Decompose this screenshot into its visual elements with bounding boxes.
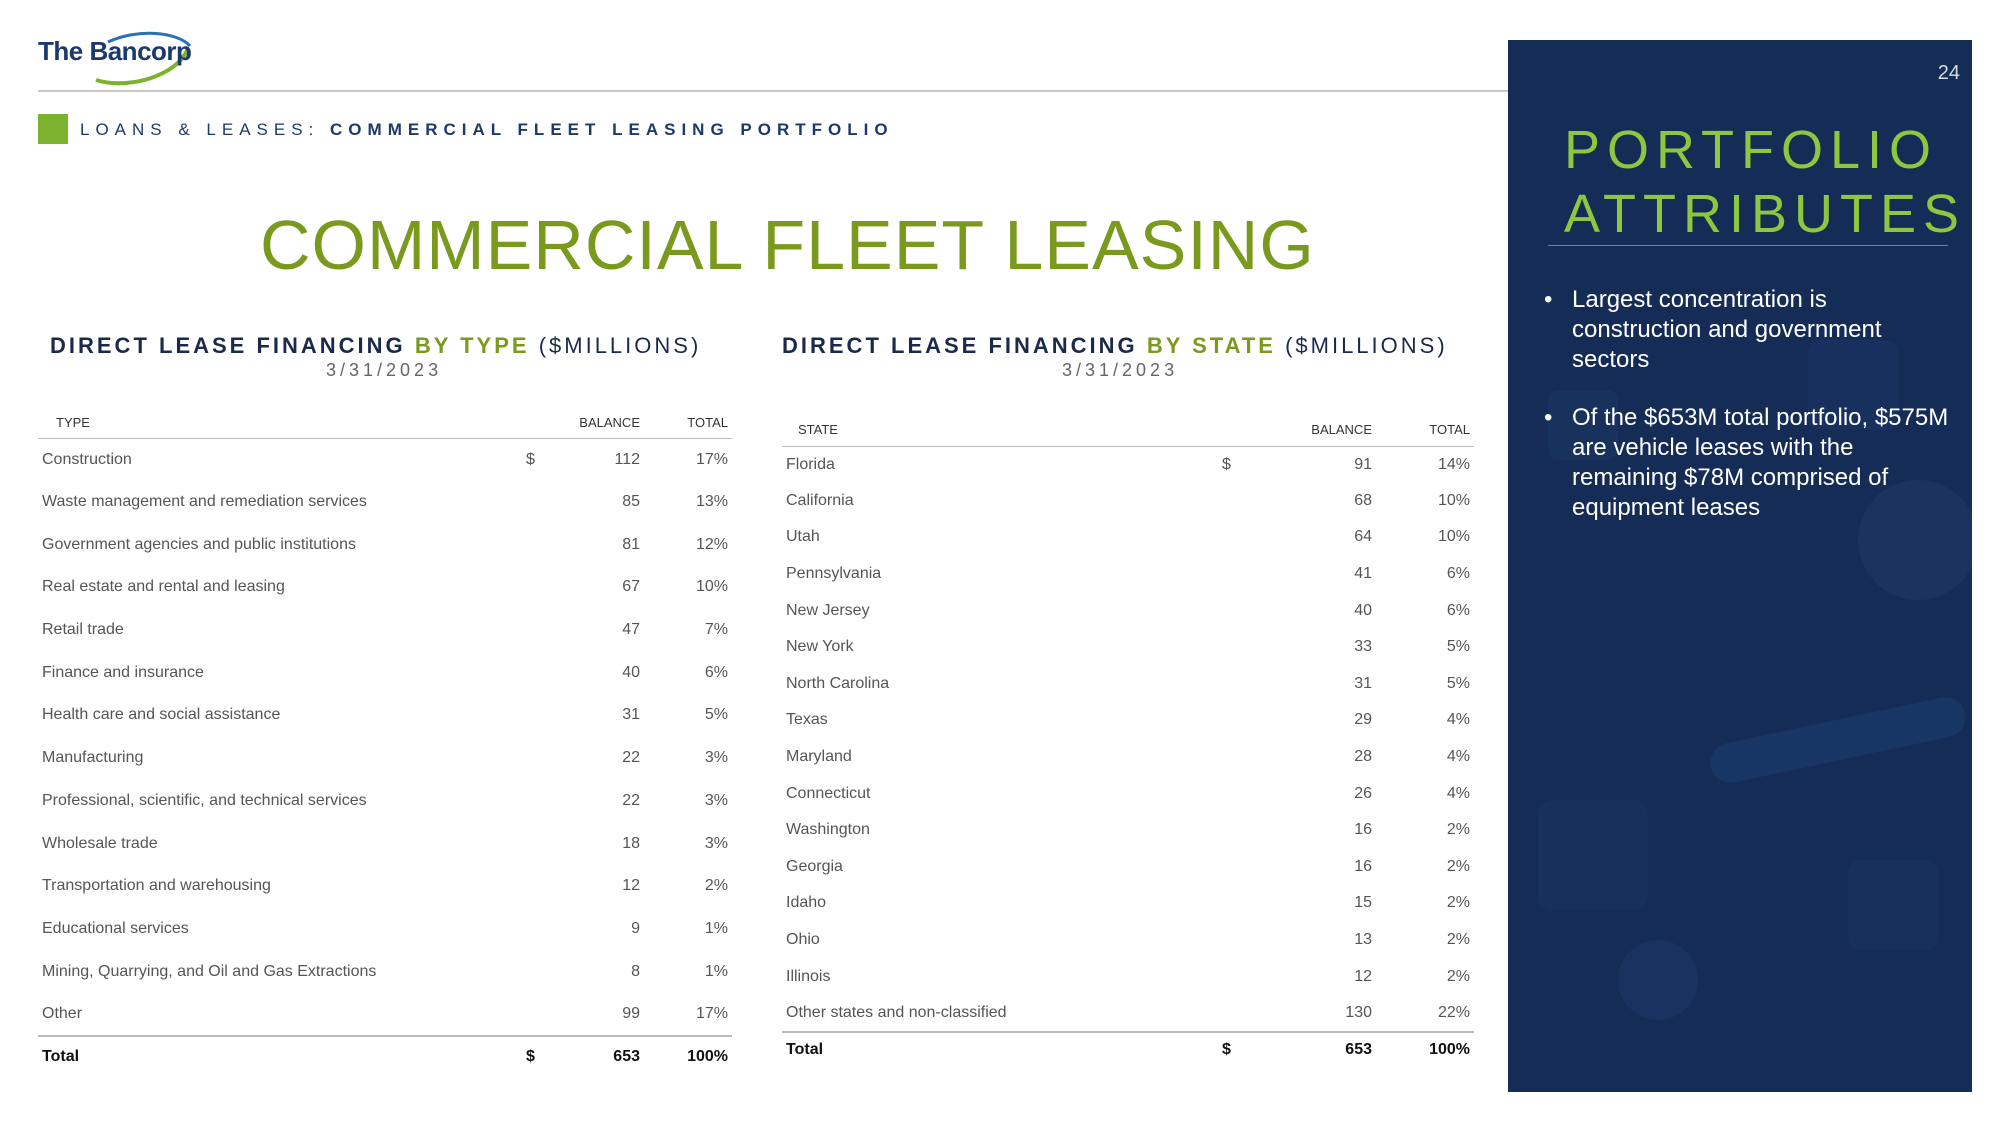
row-label: Washington — [786, 821, 870, 839]
row-total: 14% — [1437, 455, 1470, 473]
row-balance: 15 — [1354, 894, 1372, 912]
row-balance: 12 — [1354, 967, 1372, 985]
panel-title — [1564, 118, 1966, 246]
row-balance: 99 — [622, 1004, 640, 1022]
row-currency — [1222, 739, 1248, 776]
row-label: Maryland — [786, 748, 852, 766]
row-balance: 12 — [622, 877, 640, 895]
panel-title-line1: PORTFOLIO — [1564, 120, 1939, 180]
row-currency: $ — [1222, 1032, 1248, 1069]
row-total: 5% — [1446, 674, 1470, 692]
bullet-icon: • — [1544, 286, 1553, 313]
table-row — [38, 694, 732, 737]
row-label: Illinois — [786, 967, 831, 985]
row-balance: 40 — [622, 663, 640, 681]
table-row — [782, 702, 1474, 739]
row-balance: 18 — [622, 834, 640, 852]
row-total: 5% — [704, 706, 728, 724]
row-balance: 112 — [614, 450, 640, 468]
table-row — [782, 885, 1474, 922]
table-row — [38, 993, 732, 1036]
row-currency — [1222, 483, 1248, 520]
row-currency — [526, 780, 552, 823]
row-total: 100% — [1372, 1032, 1474, 1069]
row-balance: 41 — [1354, 565, 1372, 583]
row-total: 17% — [695, 450, 728, 468]
bancorp-logo — [38, 28, 198, 88]
state-table-title-b: BY STATE — [1146, 333, 1276, 358]
row-label: Government agencies and public institutions — [42, 535, 356, 553]
row-label: Georgia — [786, 857, 843, 875]
panel-title-line2: ATTRIBUTES — [1564, 184, 1967, 244]
row-label: Idaho — [786, 894, 827, 912]
row-label: New York — [786, 638, 854, 656]
row-currency — [526, 523, 552, 566]
table-row — [782, 446, 1474, 483]
row-currency — [1222, 849, 1248, 886]
row-balance: 28 — [1354, 748, 1372, 766]
page-title: COMMERCIAL FLEET LEASING — [260, 206, 1315, 284]
row-balance: 85 — [622, 493, 640, 511]
row-label: Manufacturing — [42, 749, 144, 767]
table-row — [782, 995, 1474, 1032]
row-label: Mining, Quarrying, and Oil and Gas Extractions — [42, 962, 377, 980]
row-currency — [1222, 922, 1248, 959]
column-header-spacer — [526, 408, 552, 438]
row-balance: 31 — [1354, 674, 1372, 692]
row-balance: 8 — [631, 962, 640, 980]
type-table — [38, 408, 732, 1078]
column-header-total: TOTAL — [1372, 414, 1474, 446]
row-balance: 16 — [1354, 821, 1372, 839]
table-row — [38, 822, 732, 865]
table-row — [38, 481, 732, 524]
row-label: Texas — [786, 711, 828, 729]
row-currency — [526, 950, 552, 993]
row-total: 3% — [704, 791, 728, 809]
row-total: 10% — [1437, 491, 1470, 509]
type-table-title-b: BY TYPE — [414, 333, 530, 358]
column-header-balance: BALANCE — [552, 408, 640, 438]
row-total: 6% — [1446, 601, 1470, 619]
row-balance: 68 — [1354, 491, 1372, 509]
table-row — [782, 739, 1474, 776]
row-label: Other states and non-classified — [786, 1003, 1007, 1021]
row-label: Florida — [786, 455, 835, 473]
type-table-header-row — [38, 408, 732, 438]
row-currency: $ — [526, 450, 535, 468]
state-table-title-c: ($MILLIONS) — [1285, 333, 1448, 358]
row-total: 6% — [1446, 565, 1470, 583]
page-number: 24 — [1937, 62, 1960, 84]
row-label: Ohio — [786, 931, 820, 949]
column-header-total: TOTAL — [640, 408, 732, 438]
row-total: 1% — [704, 919, 728, 937]
section-marker — [38, 114, 68, 144]
column-header-spacer — [1222, 414, 1248, 446]
row-total: 4% — [1446, 711, 1470, 729]
type-table-date: 3/31/2023 — [326, 360, 443, 380]
row-total: 10% — [695, 578, 728, 596]
row-currency — [526, 481, 552, 524]
row-total: 17% — [695, 1004, 728, 1022]
table-row — [782, 592, 1474, 629]
row-currency — [1222, 812, 1248, 849]
row-currency — [526, 993, 552, 1036]
attribute-text: Of the $653M total portfolio, $575M are vehicle leases with the remaining $78M comprised of equipment leases — [1572, 404, 1949, 521]
row-balance: 29 — [1354, 711, 1372, 729]
section-label-bold: COMMERCIAL FLEET LEASING PORTFOLIO — [330, 120, 894, 139]
total-row — [38, 1036, 732, 1079]
row-currency — [1222, 519, 1248, 556]
column-header-balance: BALANCE — [1248, 414, 1372, 446]
row-label: Educational services — [42, 919, 189, 937]
row-currency — [526, 566, 552, 609]
panel-divider — [1548, 245, 1948, 246]
row-label: Professional, scientific, and technical services — [42, 791, 367, 809]
portfolio-attributes-panel — [1508, 40, 1972, 1092]
state-table — [782, 414, 1474, 1068]
row-label: Health care and social assistance — [42, 706, 281, 724]
attribute-item — [1544, 285, 1954, 375]
table-row — [782, 775, 1474, 812]
row-balance: 16 — [1354, 857, 1372, 875]
row-total: 2% — [1446, 967, 1470, 985]
table-row — [782, 483, 1474, 520]
row-total: 10% — [1437, 528, 1470, 546]
row-label: Utah — [786, 528, 820, 546]
type-table-title-c: ($MILLIONS) — [538, 333, 702, 358]
row-currency — [1222, 885, 1248, 922]
row-label: Other — [42, 1004, 83, 1022]
table-row — [782, 629, 1474, 666]
attribute-list — [1544, 285, 1954, 551]
column-header-state: STATE — [782, 414, 1222, 446]
row-currency — [526, 737, 552, 780]
row-currency: $ — [1222, 455, 1231, 473]
row-balance: 13 — [1354, 931, 1372, 949]
row-total: 7% — [704, 621, 728, 639]
state-table-date: 3/31/2023 — [1062, 360, 1179, 380]
table-row — [38, 950, 732, 993]
row-currency — [526, 694, 552, 737]
section-label-prefix: LOANS & LEASES: — [80, 120, 320, 139]
table-row — [782, 556, 1474, 593]
row-total: 6% — [704, 663, 728, 681]
row-balance: 81 — [622, 535, 640, 553]
row-label: Pennsylvania — [786, 565, 882, 583]
table-row — [38, 737, 732, 780]
table-row — [782, 922, 1474, 959]
column-header-type: TYPE — [38, 408, 526, 438]
row-currency — [526, 908, 552, 951]
row-currency — [1222, 629, 1248, 666]
row-currency — [1222, 702, 1248, 739]
row-total: 1% — [704, 962, 728, 980]
table-row — [782, 958, 1474, 995]
row-total: 4% — [1446, 748, 1470, 766]
row-total: 4% — [1446, 784, 1470, 802]
row-currency — [526, 865, 552, 908]
row-total: 2% — [1446, 857, 1470, 875]
row-label: Retail trade — [42, 621, 124, 639]
row-currency — [526, 651, 552, 694]
row-balance: 31 — [622, 706, 640, 724]
row-balance: 47 — [622, 621, 640, 639]
table-row — [782, 812, 1474, 849]
row-balance: 9 — [631, 919, 640, 937]
table-row — [38, 438, 732, 481]
row-currency — [1222, 775, 1248, 812]
row-total: 5% — [1446, 638, 1470, 656]
state-table-title — [782, 333, 1448, 359]
row-currency — [1222, 995, 1248, 1032]
row-balance: 22 — [622, 791, 640, 809]
table-row — [782, 666, 1474, 703]
table-row — [38, 865, 732, 908]
row-total: 3% — [704, 749, 728, 767]
table-row — [38, 523, 732, 566]
row-currency — [526, 822, 552, 865]
total-row — [782, 1032, 1474, 1069]
row-balance: 91 — [1354, 455, 1372, 473]
row-total: 2% — [704, 877, 728, 895]
row-balance: 653 — [552, 1036, 640, 1079]
row-balance: 26 — [1354, 784, 1372, 802]
row-label: Wholesale trade — [42, 834, 158, 852]
row-balance: 653 — [1248, 1032, 1372, 1069]
row-label: Finance and insurance — [42, 663, 204, 681]
bullet-icon: • — [1544, 404, 1553, 431]
row-currency — [526, 609, 552, 652]
table-row — [38, 651, 732, 694]
type-table-title — [50, 333, 701, 359]
row-total: 2% — [1446, 821, 1470, 839]
attribute-item — [1544, 403, 1954, 523]
row-currency — [1222, 666, 1248, 703]
row-label: Connecticut — [786, 784, 871, 802]
row-balance: 67 — [622, 578, 640, 596]
row-balance: 130 — [1345, 1003, 1372, 1021]
row-currency — [1222, 556, 1248, 593]
row-total: 2% — [1446, 931, 1470, 949]
row-total: 100% — [640, 1036, 732, 1079]
row-label: New Jersey — [786, 601, 870, 619]
table-row — [38, 566, 732, 609]
row-total: 12% — [695, 535, 728, 553]
row-label: Total — [38, 1036, 526, 1079]
header-divider — [38, 90, 1508, 92]
row-balance: 64 — [1354, 528, 1372, 546]
row-balance: 40 — [1354, 601, 1372, 619]
table-row — [38, 609, 732, 652]
section-label — [80, 120, 894, 140]
row-label: Waste management and remediation services — [42, 493, 367, 511]
row-label: Transportation and warehousing — [42, 877, 271, 895]
row-total: 22% — [1437, 1003, 1470, 1021]
type-table-title-a: DIRECT LEASE FINANCING — [50, 333, 406, 358]
table-row — [782, 519, 1474, 556]
row-currency: $ — [526, 1036, 552, 1079]
state-table-header-row — [782, 414, 1474, 446]
row-balance: 33 — [1354, 638, 1372, 656]
row-total: 13% — [695, 493, 728, 511]
row-label: North Carolina — [786, 674, 890, 692]
row-currency — [1222, 592, 1248, 629]
row-total: 2% — [1446, 894, 1470, 912]
row-label: Total — [782, 1032, 1222, 1069]
row-label: Construction — [42, 450, 132, 468]
row-label: California — [786, 491, 854, 509]
table-row — [38, 780, 732, 823]
logo-text: The Bancorp — [38, 36, 192, 66]
row-label: Real estate and rental and leasing — [42, 578, 285, 596]
row-currency — [1222, 958, 1248, 995]
table-row — [782, 849, 1474, 886]
attribute-text: Largest concentration is construction and government sectors — [1572, 286, 1882, 373]
row-total: 3% — [704, 834, 728, 852]
state-table-title-a: DIRECT LEASE FINANCING — [782, 333, 1138, 358]
table-row — [38, 908, 732, 951]
row-balance: 22 — [622, 749, 640, 767]
